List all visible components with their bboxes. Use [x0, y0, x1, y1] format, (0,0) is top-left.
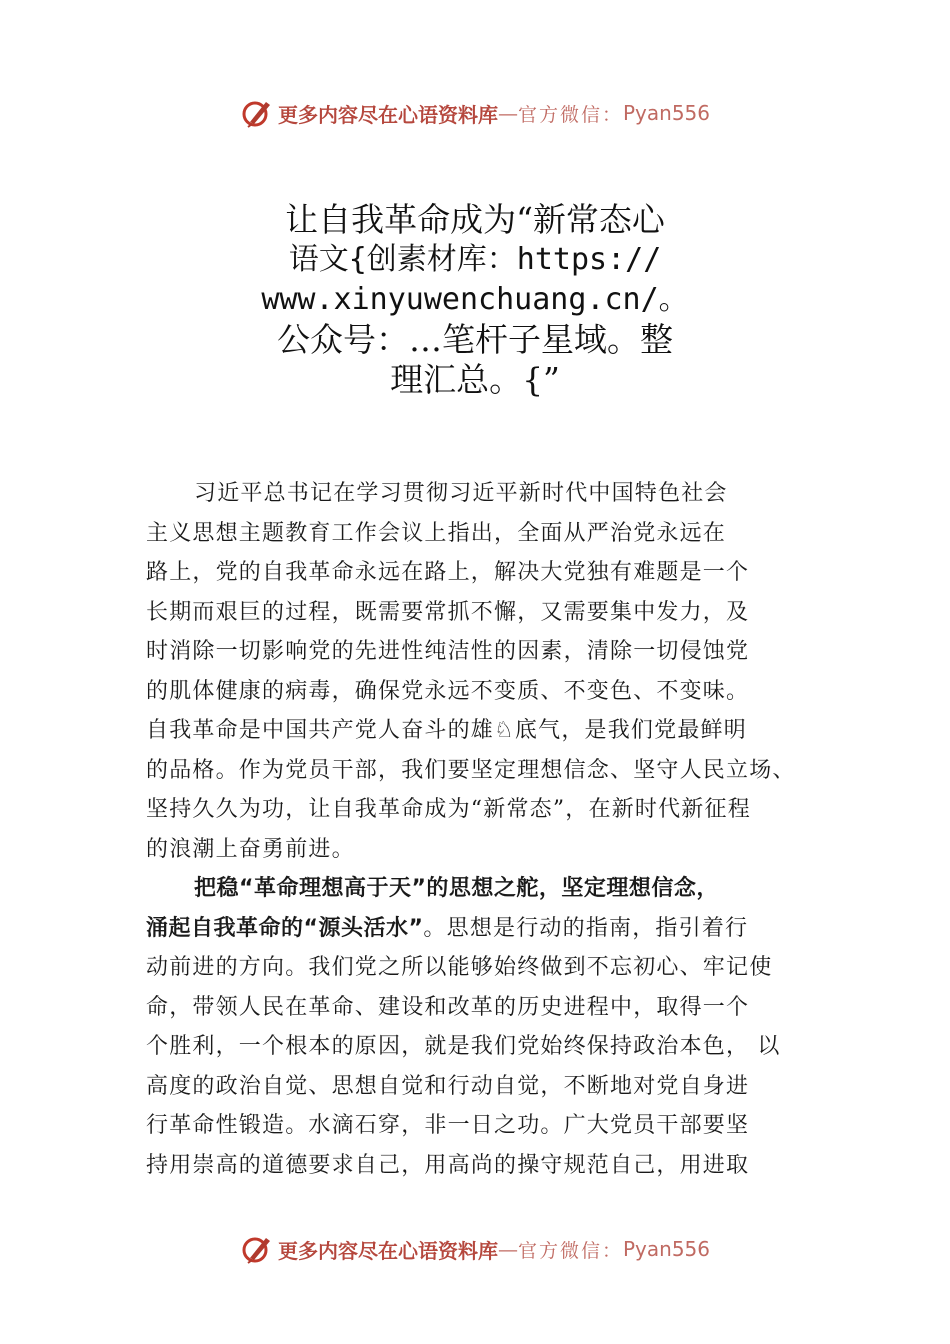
text-line: 时消除一切影响党的先进性纯洁性的因素，清除一切侵蚀党	[146, 639, 750, 664]
separator-dash: —	[497, 101, 518, 125]
wechat-label: 官方微信：	[517, 103, 623, 126]
document-body	[146, 474, 808, 1185]
text-line: 坚持久久为功，让自我革命成为“新常态”，在新时代新征程	[146, 797, 751, 822]
text-line: 持用崇高的道德要求自己，用高尚的操守规范自己，用进取	[146, 1152, 750, 1178]
separator-dash: —	[497, 1237, 518, 1261]
paragraph-1	[146, 474, 808, 869]
text-line: 高度的政治自觉、思想自觉和行动自觉，不断地对党自身进	[146, 1073, 750, 1099]
text-line: 长期而艰巨的过程，既需要常抓不懈，又需要集中发力，及	[146, 599, 750, 625]
bold-heading-line: 把稳“革命理想高于天”的思想之舵，坚定理想信念，	[194, 876, 719, 901]
text-line: 行革命性锻造。水滴石穿，非一日之功。广大党员干部要坚	[146, 1113, 750, 1138]
wechat-handle: Pyan556	[623, 1237, 711, 1261]
text-line: 习近平总书记在学习贯彻习近平新时代中国特色社会	[194, 481, 728, 506]
text-line: 。思想是行动的指南，指引着行	[423, 915, 749, 941]
text-line: 的品格。作为党员干部，我们要坚定理想信念、坚守人民立场、	[146, 757, 796, 783]
quill-logo-icon	[240, 96, 274, 130]
text-line: 命，带领人民在革命、建设和改革的历史进程中，取得一个	[146, 994, 750, 1020]
quill-logo-icon	[240, 1232, 274, 1266]
document-title	[250, 200, 700, 400]
title-line: 公众号：…笔杆子星域。整	[277, 320, 673, 359]
text-line: 自我革命是中国共产党人奋斗的雄♘底气，是我们党最鲜明	[146, 718, 747, 743]
wechat-handle: Pyan556	[623, 101, 711, 125]
brand-text: 更多内容尽在心语资料库	[277, 102, 498, 127]
footer-watermark	[0, 1232, 950, 1266]
paragraph-2	[146, 869, 808, 1185]
text-line: 的浪潮上奋勇前进。	[146, 836, 355, 862]
text-line: 路上，党的自我革命永远在路上，解决大党独有难题是一个	[146, 560, 750, 585]
title-line: 理汇总。{”	[390, 360, 560, 399]
title-line: www.xinyuwenchuang.cn/。	[261, 282, 689, 317]
wechat-label: 官方微信：	[517, 1239, 623, 1262]
brand-text: 更多内容尽在心语资料库	[277, 1238, 498, 1263]
text-line: 主义思想主题教育工作会议上指出，全面从严治党永远在	[146, 520, 727, 546]
header-watermark	[0, 96, 950, 130]
text-line: 个胜利，一个根本的原因，就是我们党始终保持政治本色， 以	[146, 1034, 781, 1059]
text-line: 动前进的方向。我们党之所以能够始终做到不忘初心、牢记使	[146, 955, 773, 980]
title-line: 让自我革命成为“新常态心	[285, 200, 665, 239]
title-line: 语文{创素材库：https://	[288, 242, 662, 277]
text-line: 的肌体健康的病毒，确保党永远不变质、不变色、不变味。	[146, 678, 750, 704]
bold-heading-line: 涌起自我革命的“源头活水”	[146, 915, 424, 941]
